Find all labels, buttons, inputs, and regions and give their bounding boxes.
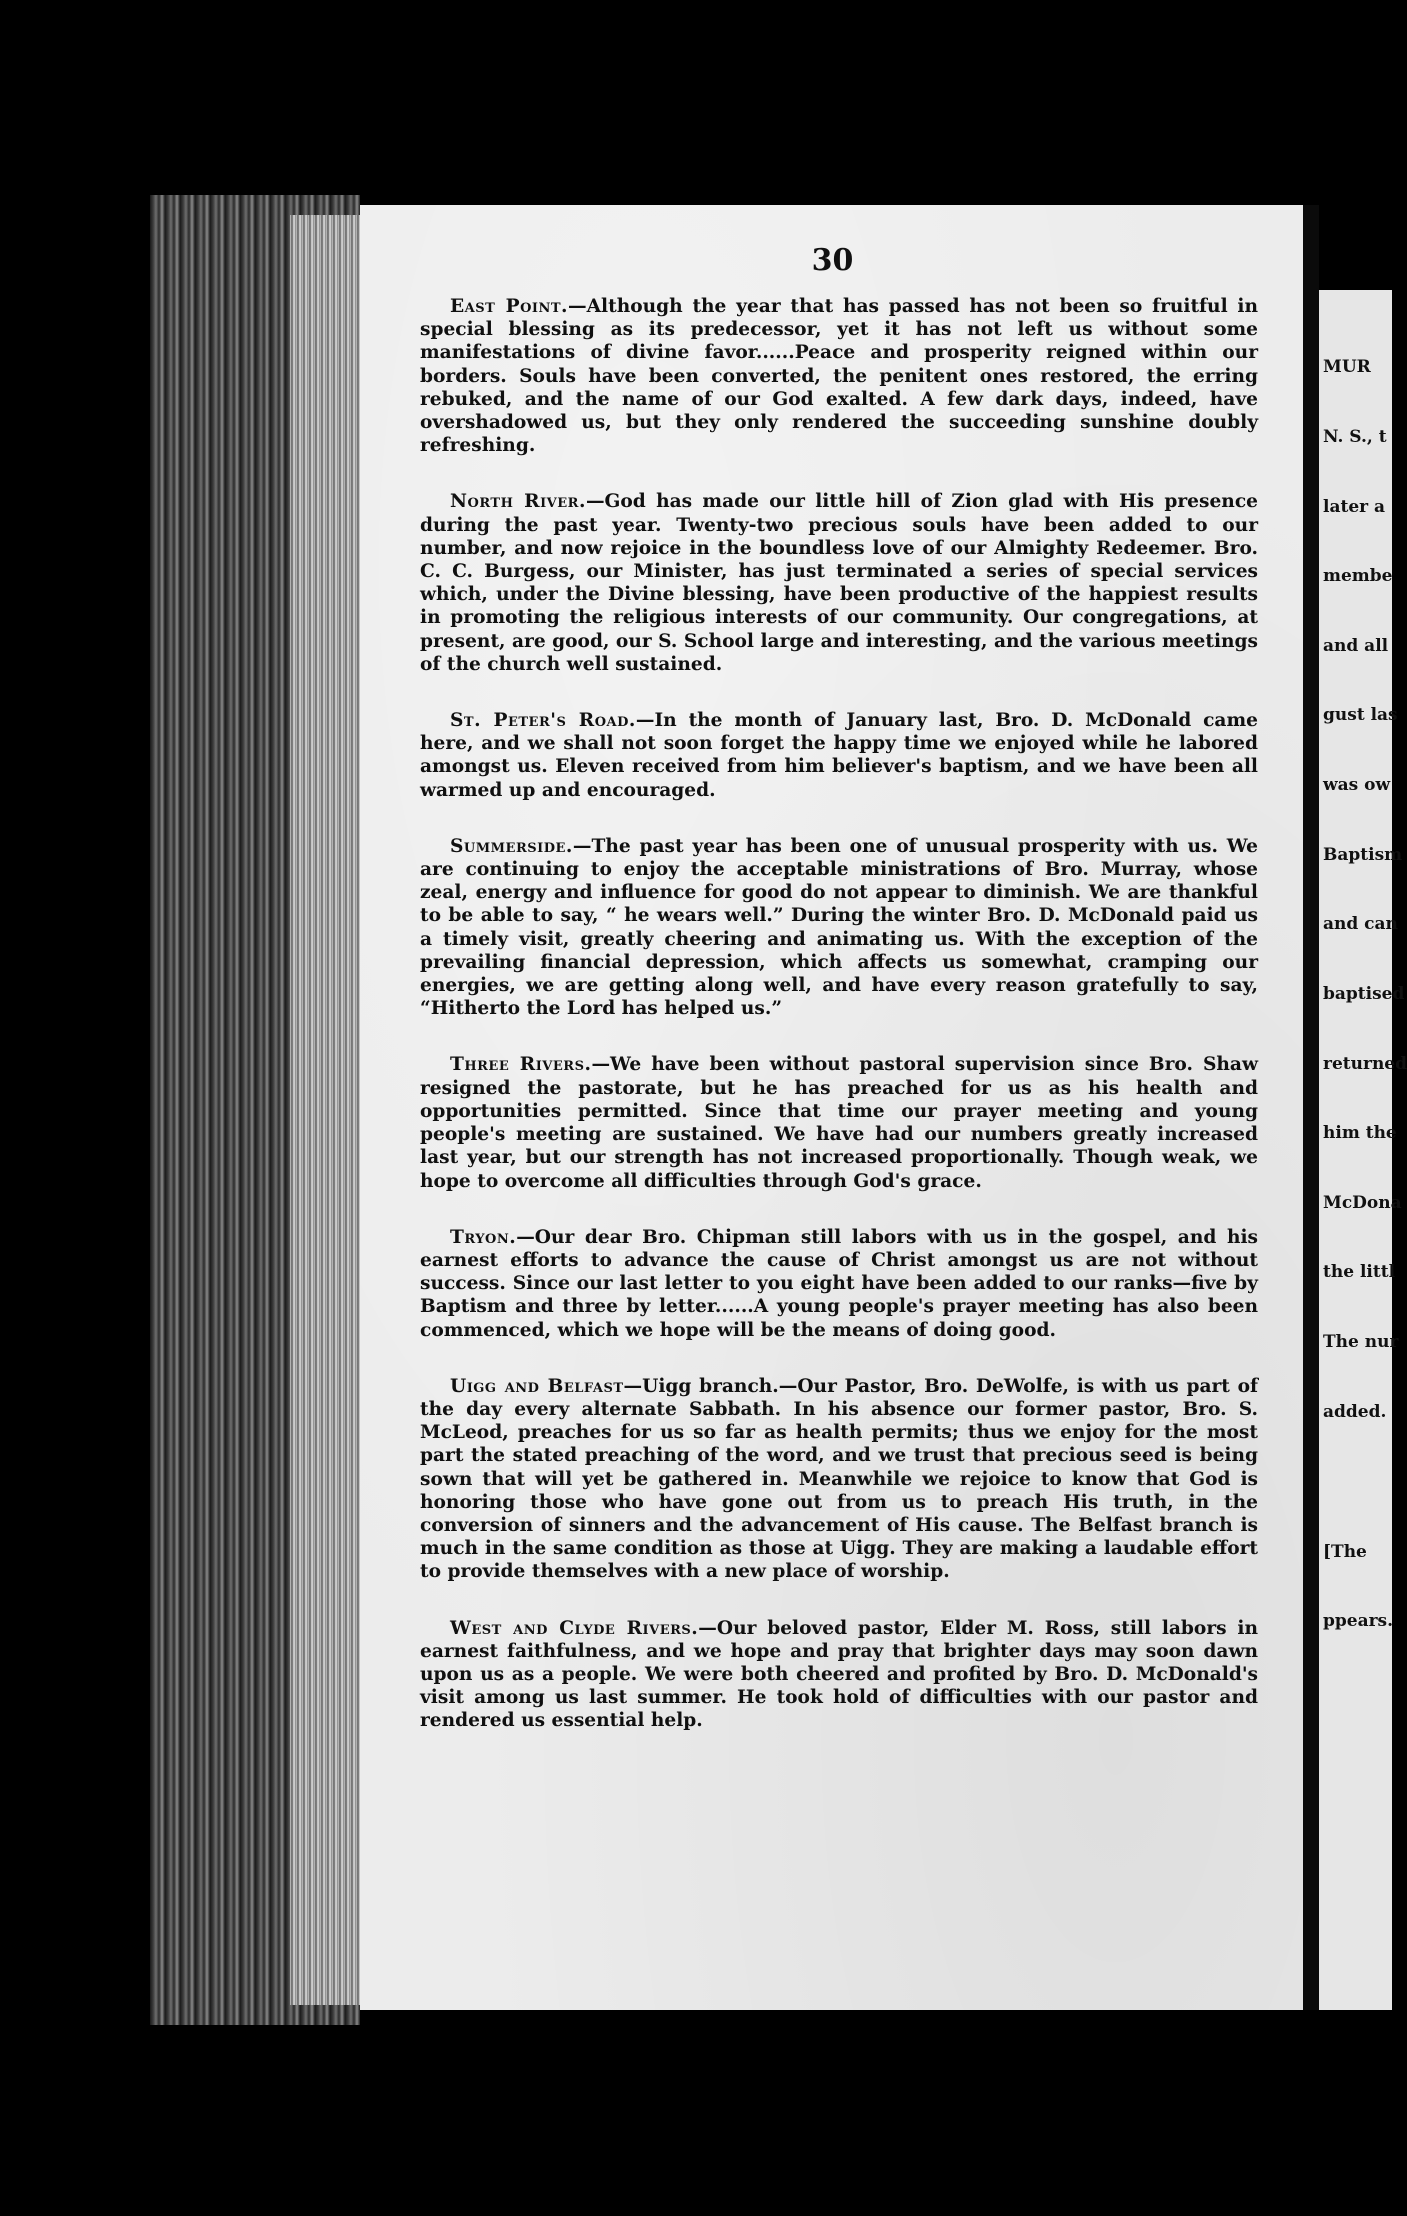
entry-uigg-and-belfast — [420, 1375, 1258, 1584]
entry-place: East Point. — [450, 296, 569, 317]
entry-place: Summerside. — [450, 835, 573, 857]
entry-text: —We have been without pastoral supervision since Bro. Shaw resigned the pastorate, but he has preached for us as his health and opportunities permitted. Since that time our prayer meeting and young people's meeting are sustained. We have had our numbers greatly increased last year, but our strength has not increased proportionally. Though weak, we hope to overcome all difficulties through God's grace. — [420, 1054, 1258, 1192]
entry-east-point — [420, 295, 1258, 457]
entry-text: —Although the year that has passed has not been so fruitful in special blessing as its predecessor, yet it has not left us without some manifestations of divine favor......Peace and prosperity reigned within our borders. Souls have been converted, the penitent ones restored, the erring rebuked, and the name of our God exalted. A few dark days, indeed, have overshadowed us, but they only rendered the succeeding sunshine doubly refreshing. — [420, 296, 1258, 457]
fragment-line: gust las — [1323, 705, 1398, 726]
entry-summerside — [420, 835, 1258, 1021]
book-page-edges-inner — [290, 215, 360, 2005]
fragment-line: MUR — [1323, 357, 1371, 378]
entry-place: West and Clyde Rivers. — [450, 1617, 699, 1639]
fragment-line: added. — [1323, 1401, 1387, 1422]
entry-text: —God has made our little hill of Zion glad with His presence during the past year. Twenty-two precious souls have been added to our number, and now rejoice in the boundless love of our Almighty Redeemer. Bro. C. C. Burgess, our Minister, has just terminated a series of special services which, under the Divine blessing, have been productive of the happiest results in promoting the religious interests of our community. Our congregations, at present, are good, our S. School large and interesting, and the various meetings of the church well sustained. — [420, 491, 1258, 675]
page-number: 30 — [811, 243, 854, 278]
entry-west-and-clyde-rivers — [420, 1617, 1258, 1733]
fragment-line: him the — [1323, 1123, 1397, 1144]
entry-tryon — [420, 1226, 1258, 1342]
fragment-line: later a — [1323, 496, 1386, 517]
fragment-line: returned — [1323, 1053, 1407, 1074]
fragment-line: ppears. — [1323, 1611, 1394, 1632]
adjacent-page-text — [1323, 310, 1407, 1680]
entry-place: North River. — [450, 491, 586, 513]
fragment-line: and can — [1323, 914, 1398, 935]
fragment-line: The nur — [1323, 1331, 1399, 1352]
entry-place: St. Peter's Road. — [450, 710, 636, 732]
entry-text: —Our beloved pastor, Elder M. Ross, still labors in earnest faithfulness, and we hope and pray that brighter days may soon dawn upon us as a people. We were both cheered and profited by Bro. D. McDonald's visit among us last summer. He took hold of difficulties with our pastor and rendered us essential help. — [420, 1617, 1258, 1732]
entry-text: —Uigg branch.—Our Pastor, Bro. DeWolfe, is with us part of the day every alternate Sabbath. In his absence our former pastor, Bro. S. McLeod, preaches for us so far as health permits; thus we enjoy for the most part the stated preaching of the word, and we trust that precious seed is being sown that will yet be gathered in. Meanwhile we rejoice to know that God is honoring those who have gone out from us to preach His truth, in the conversion of sinners and the advancement of His cause. The Belfast branch is much in the same condition as those at Uigg. They are making a laudable effort to provide themselves with a new place of worship. — [420, 1375, 1258, 1583]
fragment-line: the littl — [1323, 1262, 1396, 1283]
entry-north-river — [420, 490, 1258, 676]
fragment-line: baptised — [1323, 983, 1405, 1004]
entry-three-rivers — [420, 1053, 1258, 1192]
document-page — [360, 205, 1305, 2010]
fragment-line: N. S., t — [1323, 427, 1387, 448]
fragment-line: was ow — [1323, 775, 1391, 796]
entry-place: Three Rivers. — [450, 1054, 592, 1076]
page-gutter-divider — [1303, 205, 1319, 2010]
entry-text: —In the month of January last, Bro. D. McDonald came here, and we shall not soon forget the happy time we enjoyed while he labored amongst us. Eleven received from him believer's baptism, and we have been all warmed up and encouraged. — [420, 710, 1258, 801]
fragment-line: [The — [1323, 1541, 1367, 1562]
entry-st-peters-road — [420, 709, 1258, 802]
fragment-line: McDona — [1323, 1192, 1402, 1213]
fragment-gap — [1323, 1470, 1407, 1494]
fragment-line: membe — [1323, 566, 1393, 587]
entry-text: —The past year has been one of unusual prosperity with us. We are continuing to enjoy the acceptable ministrations of Bro. Murray, whose zeal, energy and influence for good do not appear to diminish. We are thankful to be able to say, “ he wears well.” During the winter Bro. D. McDonald paid us a timely visit, greatly cheering and animating us. With the exception of the prevailing financial depression, which affects us somewhat, cramping our energies, we are getting along well, and have every reason gratefully to say, “Hitherto the Lord has helped us.” — [420, 835, 1258, 1020]
adjacent-page-fragment — [1319, 290, 1407, 2010]
page-content — [420, 295, 1258, 1733]
entry-text: —Our dear Bro. Chipman still labors with us in the gospel, and his earnest efforts to advance the cause of Christ amongst us are not without success. Since our last letter to you eight have been added to our ranks—five by Baptism and three by letter......A young people's prayer meeting has also been commenced, which we hope will be the means of doing good. — [420, 1226, 1258, 1341]
fragment-line: Baptism — [1323, 844, 1403, 865]
entry-place: Tryon. — [450, 1226, 517, 1248]
fragment-line: and all — [1323, 635, 1389, 656]
entry-place: Uigg and Belfast — [450, 1375, 624, 1397]
